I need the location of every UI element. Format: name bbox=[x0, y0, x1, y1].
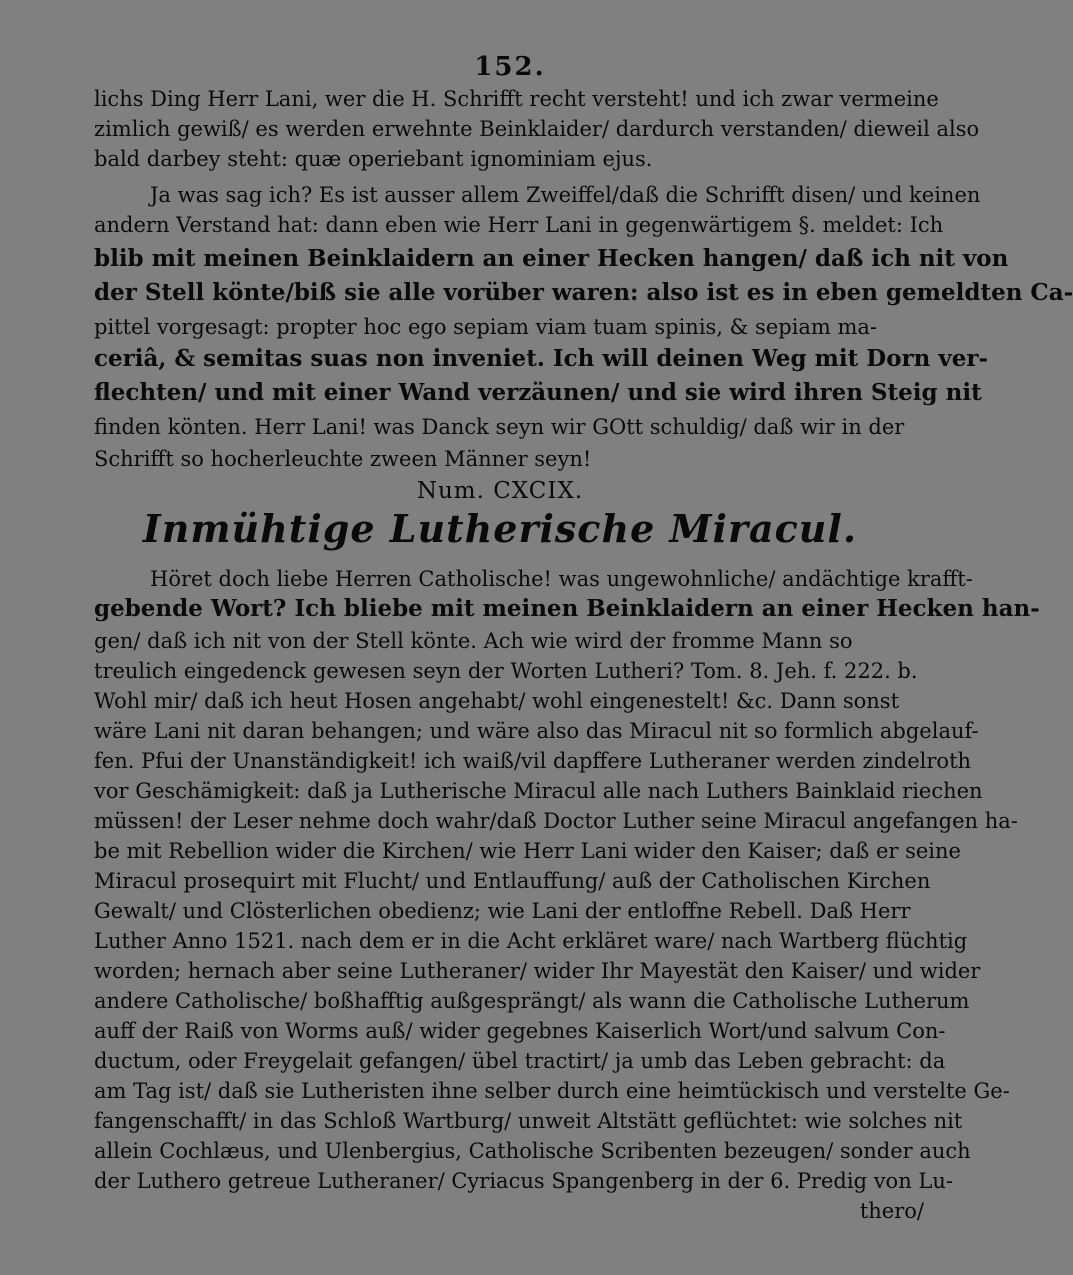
text-line: Schrifft so hocherleuchte zween Männer seyn! bbox=[94, 447, 592, 471]
text-line: gebende Wort? Ich bliebe mit meinen Beinklaidern an einer Hecken han- bbox=[94, 595, 1040, 622]
section-number: Num. CXCIX. bbox=[416, 478, 584, 504]
text-line: ceriâ, & semitas suas non inveniet. Ich will deinen Weg mit Dorn ver- bbox=[94, 345, 989, 372]
text-line: Luther Anno 1521. nach dem er in die Acht erkläret ware/ nach Wartberg flüchtig bbox=[94, 929, 968, 953]
text-line: treulich eingedenck gewesen seyn der Worten Lutheri? Tom. 8. Jeh. f. 222. b. bbox=[94, 659, 918, 683]
text-line: be mit Rebellion wider die Kirchen/ wie Herr Lani wider den Kaiser; daß er seine bbox=[94, 839, 961, 863]
text-line: fangenschafft/ in das Schloß Wartburg/ unweit Altstätt geflüchtet: wie solches nit bbox=[94, 1109, 963, 1133]
section-title: Inmühtige Lutherische Miracul. bbox=[142, 506, 858, 551]
text-line: gen/ daß ich nit von der Stell könte. Ach wie wird der fromme Mann so bbox=[94, 629, 853, 653]
text-line: müssen! der Leser nehme doch wahr/daß Doctor Luther seine Miracul angefangen ha- bbox=[94, 809, 1018, 833]
text-line: auff der Raiß von Worms auß/ wider gegebnes Kaiserlich Wort/und salvum Con- bbox=[94, 1019, 946, 1043]
text-line: andern Verstand hat: dann eben wie Herr Lani in gegenwärtigem §. meldet: Ich bbox=[94, 213, 944, 237]
text-line: wäre Lani nit daran behangen; und wäre also das Miracul nit so formlich abgelauf- bbox=[94, 719, 979, 743]
text-line: allein Cochlæus, und Ulenbergius, Catholische Scribenten bezeugen/ sonder auch bbox=[94, 1139, 971, 1163]
text-line: flechten/ und mit einer Wand verzäunen/ und sie wird ihren Steig nit bbox=[94, 379, 982, 406]
page-number: 152. bbox=[474, 52, 546, 82]
text-line: andere Catholische/ boßhafftig außgesprängt/ als wann die Catholische Lutherum bbox=[94, 989, 970, 1013]
text-line: der Stell könte/biß sie alle vorüber waren: also ist es in eben gemeldten Ca- bbox=[94, 279, 1073, 306]
text-line: pittel vorgesagt: propter hoc ego sepiam viam tuam spinis, & sepiam ma- bbox=[94, 315, 878, 339]
text-line: Wohl mir/ daß ich heut Hosen angehabt/ wohl eingenestelt! &c. Dann sonst bbox=[94, 689, 900, 713]
text-line: zimlich gewiß/ es werden erwehnte Beinklaider/ dardurch verstanden/ dieweil also bbox=[94, 117, 980, 141]
catchword: thero/ bbox=[859, 1199, 924, 1223]
text-line: der Luthero getreue Lutheraner/ Cyriacus Spangenberg in der 6. Predig von Lu- bbox=[94, 1169, 953, 1193]
text-line: lichs Ding Herr Lani, wer die H. Schrifft recht versteht! und ich zwar vermeine bbox=[94, 87, 939, 111]
text-line: vor Geschämigkeit: daß ja Lutherische Miracul alle nach Luthers Bainklaid riechen bbox=[94, 779, 983, 803]
text-line: bald darbey steht: quæ operiebant ignominiam ejus. bbox=[94, 147, 653, 171]
text-line: am Tag ist/ daß sie Lutheristen ihne selber durch eine heimtückisch und verstelte Ge- bbox=[94, 1079, 1010, 1103]
text-line: blib mit meinen Beinklaidern an einer Hecken hangen/ daß ich nit von bbox=[94, 245, 1009, 272]
text-line: Ja was sag ich? Es ist ausser allem Zweiffel/daß die Schrifft disen/ und keinen bbox=[150, 183, 981, 207]
text-line: Miracul prosequirt mit Flucht/ und Entlauffung/ auß der Catholischen Kirchen bbox=[94, 869, 931, 893]
text-line: Gewalt/ und Clösterlichen obedienz; wie Lani der entloffne Rebell. Daß Herr bbox=[94, 899, 911, 923]
text-line: ductum, oder Freygelait gefangen/ übel tractirt/ ja umb das Leben gebracht: da bbox=[94, 1049, 946, 1073]
text-line: Höret doch liebe Herren Catholische! was ungewohnliche/ andächtige krafft- bbox=[150, 567, 973, 591]
text-line: fen. Pfui der Unanständigkeit! ich waiß/vil dapffere Lutheraner werden zindelroth bbox=[94, 749, 972, 773]
text-line: finden könten. Herr Lani! was Danck seyn wir GOtt schuldig/ daß wir in der bbox=[94, 415, 905, 439]
text-line: worden; hernach aber seine Lutheraner/ wider Ihr Mayestät den Kaiser/ und wider bbox=[94, 959, 981, 983]
